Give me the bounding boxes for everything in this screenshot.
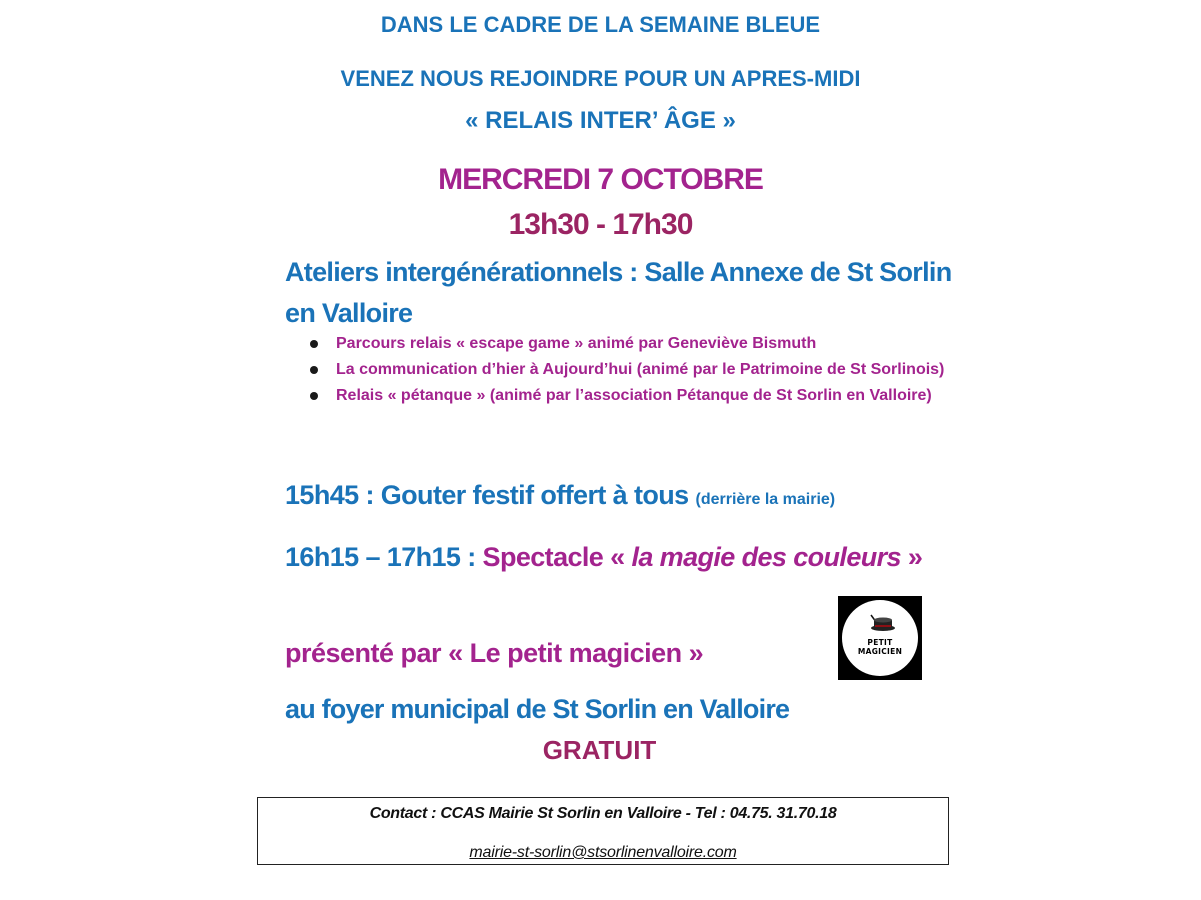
ateliers-list [307, 331, 947, 409]
contact-line: Contact : CCAS Mairie St Sorlin en Valloire - Tel : 04.75. 31.70.18 [369, 805, 837, 822]
logo-text-line-2: MAGICIEN [857, 647, 903, 656]
header-line-2: VENEZ NOUS REJOINDRE POUR UN APRES-MIDI [340, 66, 861, 91]
list-item-text: La communication d’hier à Aujourd’hui (animé par le Patrimoine de St Sorlinois) [336, 361, 945, 378]
petit-magicien-logo [838, 596, 922, 680]
spectacle-line [285, 536, 925, 578]
spectacle-title: la magie des couleurs [631, 542, 901, 572]
list-item-text: Parcours relais « escape game » animé par Geneviève Bismuth [336, 335, 817, 352]
spectacle-label: Spectacle « [482, 542, 625, 572]
list-item [307, 357, 947, 383]
venue: au foyer municipal de St Sorlin en Valloire [285, 694, 790, 724]
spectacle-close: » [907, 542, 923, 572]
gouter-line [285, 480, 1005, 511]
logo-text-line-1: PETIT [867, 638, 893, 647]
list-item [307, 383, 947, 409]
logo-text [838, 638, 922, 656]
bullet-icon [310, 392, 318, 400]
list-item [307, 331, 947, 357]
gouter-text: 15h45 : Gouter festif offert à tous [285, 480, 689, 510]
header-line-1: DANS LE CADRE DE LA SEMAINE BLEUE [380, 12, 821, 37]
gouter-note: (derrière la mairie) [695, 491, 836, 508]
bullet-icon [310, 340, 318, 348]
contact-box [257, 797, 949, 865]
ateliers-heading: Ateliers intergénérationnels : Salle Annexe de St Sorlin en Valloire [285, 257, 952, 328]
event-time: 13h30 - 17h30 [508, 208, 693, 241]
contact-email-link[interactable]: mairie-st-sorlin@stsorlinenvalloire.com [469, 844, 737, 861]
presented-by: présenté par « Le petit magicien » [285, 638, 704, 668]
list-item-text: Relais « pétanque » (animé par l’association Pétanque de St Sorlin en Valloire) [336, 387, 932, 404]
event-date: MERCREDI 7 OCTOBRE [438, 163, 763, 196]
price-badge: GRATUIT [542, 735, 657, 765]
spectacle-time: 16h15 – 17h15 : [285, 542, 476, 572]
bullet-icon [310, 366, 318, 374]
event-title: « RELAIS INTER’ ÂGE » [465, 107, 736, 134]
